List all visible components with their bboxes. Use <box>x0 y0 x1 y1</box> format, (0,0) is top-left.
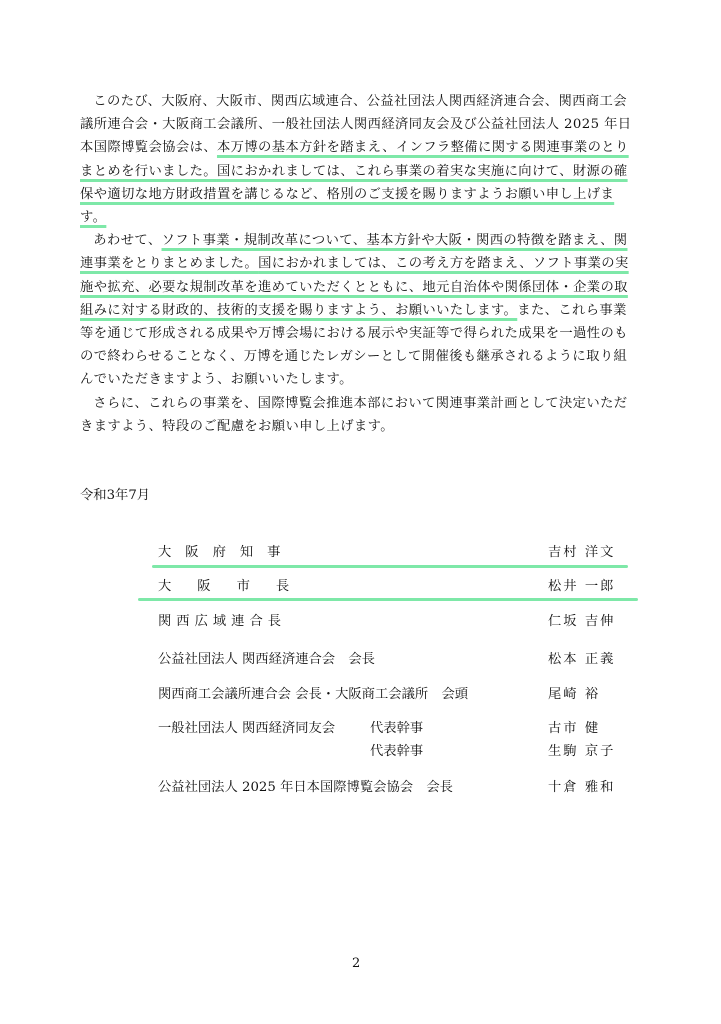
signatory-name-kansai-union: 仁坂 吉伸 <box>548 614 616 629</box>
signatory-title-doyukai: 一般社団法人 関西経済同友会 <box>158 721 336 736</box>
signatory-title-osaka-mayor: 大阪市長 <box>158 579 316 594</box>
signatory-name-osaka-governor: 吉村 洋文 <box>548 545 616 560</box>
signatory-name-doyukai-1: 古市 健 <box>548 721 601 736</box>
signatory-name-chamber: 尾崎 裕 <box>548 687 601 702</box>
signatory-name-osaka-mayor: 松井 一郎 <box>548 579 616 594</box>
highlight-financial-support: 国におかれましては、これら事業の着実な実施に向けて、財源の確保や適切な地方財政措置を講じるなど、格別のご支援を賜りますようお願い申し上げます。 <box>80 163 628 226</box>
signatory-title-expo-association: 公益社団法人 2025 年日本国際博覧会協会 会長 <box>158 780 453 795</box>
signatory-name-expo-association: 十倉 雅和 <box>548 780 616 795</box>
signatory-role-doyukai-1: 代表幹事 <box>370 721 424 736</box>
highlight-line-governor <box>152 565 628 568</box>
highlight-soft-projects: ソフト事業・規制改革について、基本方針や大阪・関西の特徴を踏まえ、関連事業をとりまとめました。 <box>80 233 628 272</box>
paragraph-3-text: さらに、これらの事業を、国際博覧会推進本部において関連事業計画として決定いただきますよう、特段のご配慮をお願い申し上げます。 <box>80 395 628 434</box>
signatory-name-doyukai-2: 生駒 京子 <box>548 744 616 759</box>
paragraph-1 <box>80 90 640 229</box>
signatory-role-doyukai-2: 代表幹事 <box>370 744 424 759</box>
paragraph-3 <box>80 392 640 438</box>
page-number: 2 <box>352 956 361 971</box>
paragraph-1-intro: このたび、大阪府、大阪市、関西広域連合、公益社団法人関西経済連合会、関西商工会議所連合会・大阪商工会議所、一般社団法人関西経済同友会及び公益社団法人 2025 年日本国際博覧会協会は、 <box>80 94 632 156</box>
date: 令和3年7月 <box>80 488 151 503</box>
signatory-title-kankeiren: 公益社団法人 関西経済連合会 会長 <box>158 652 375 667</box>
signatory-title-kansai-union: 関西広域連合長 <box>158 614 287 629</box>
paragraph-2-lead: あわせて、 <box>93 233 162 249</box>
highlight-infrastructure: 本万博の基本方針を踏まえ、インフラ整備に関する関連事業のとりまとめを行いました。 <box>80 140 629 179</box>
highlight-technical-support: 国におかれましては、この考え方を踏まえ、ソフト事業の実施や拡充、必要な規制改革を進めていただくとともに、地元自治体や関係団体・企業の取組みに対する財政的、技術的支援を賜りますよう、お願いいたします。 <box>80 256 629 318</box>
signatory-title-chamber: 関西商工会議所連合会 会長・大阪商工会議所 会頭 <box>158 687 469 702</box>
paragraph-2-legacy: また、これら事業等を通じて形成される成果や万博会場における展示や実証等で得られた成果を一過性のもので終わらせることなく、万博を通じたレガシーとして開催後も継承されるように取り組んでいただきますよう、お願いいたします。 <box>80 302 628 388</box>
signatory-name-kankeiren: 松本 正義 <box>548 652 616 667</box>
signatory-title-osaka-governor: 大阪府知事 <box>158 545 295 560</box>
paragraph-2 <box>80 229 640 391</box>
letter-body <box>80 90 640 438</box>
highlight-line-mayor <box>138 598 638 601</box>
